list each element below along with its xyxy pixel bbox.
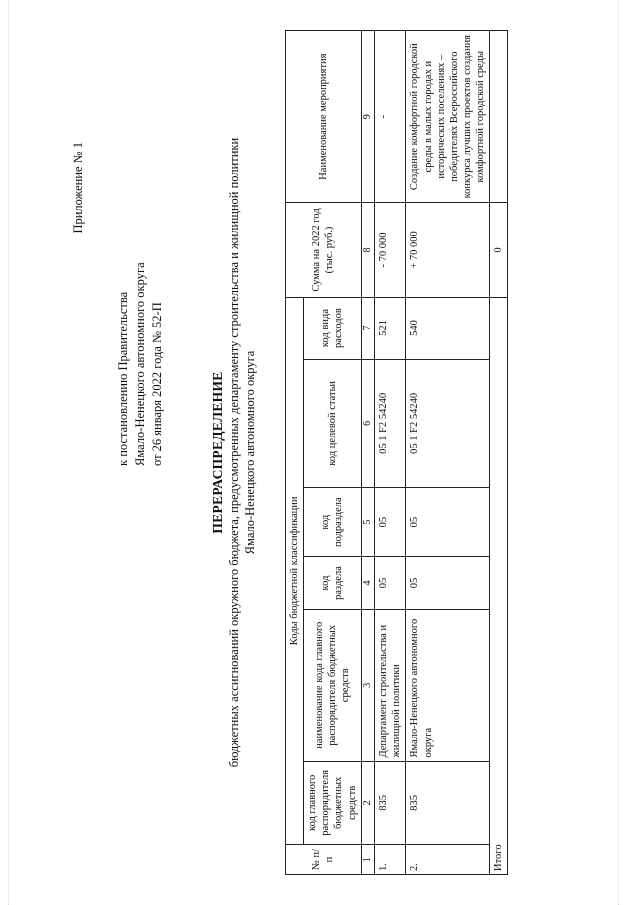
cell-expense-type: 521 [375,297,406,359]
index-row [361,31,375,875]
appendix-header [70,86,166,466]
header-target: код целевой статьи [304,359,362,488]
cell-section: 05 [375,557,406,610]
cell-event: - [375,31,406,203]
header-grbs-name: наименование кода главного распорядителя бюджетных средств [304,609,362,761]
cell-grbs-name: Департамент строительства и жилищной политики [375,609,406,761]
document-title-block [210,30,259,875]
scan-edge-left [8,0,10,905]
scan-edge-right [618,0,620,905]
appendix-number: Приложение № 1 [71,142,85,234]
index-cell: 5 [361,488,375,557]
cell-sum: + 70 000 [406,203,490,297]
cell-num: 2. [406,845,490,875]
index-cell: 6 [361,359,375,488]
rotated-document [70,30,615,875]
appendix-line: от 26 января 2022 года № 52-П [149,302,164,466]
index-cell: 8 [361,203,375,297]
header-subsection: код подраздела [304,488,362,557]
header-event: Наименование мероприятия [286,31,362,203]
appendix-line: к постановлению Правительства [115,291,130,466]
index-cell: 3 [361,609,375,761]
header-sum: Сумма на 2022 год (тыс. руб.) [286,203,362,297]
appendix-line: Ямало-Ненецкого автономного округа [132,262,147,466]
index-cell: 1 [361,845,375,875]
document-subtitle: бюджетных ассигнований окружного бюджета, предусмотренных департаменту строительства и жилищной политики [227,137,241,768]
cell-grbs-code: 835 [375,761,406,845]
cell-target: 05 1 F2 54240 [406,359,490,488]
cell-grbs-name: Ямало-Ненецкого автономного округа [406,609,490,761]
total-row [490,31,508,875]
header-codes-group: Коды бюджетной классификации [286,297,304,845]
cell-event: Создание комфортной городской среды в малых городах и исторических поселениях – победителях Всероссийского конкурса лучших проектов создания комфортной городской среды [406,31,490,203]
redistribution-table [285,30,508,875]
cell-subsection: 05 [406,488,490,557]
header-expense-type: код вида расходов [304,297,362,359]
total-value: 0 [490,203,508,297]
header-num: № п/п [286,845,362,875]
index-cell: 4 [361,557,375,610]
index-cell: 7 [361,297,375,359]
header-section: код раздела [304,557,362,610]
document-title: ПЕРЕРАСПРЕДЕЛЕНИЕ [210,371,225,534]
index-cell: 2 [361,761,375,845]
cell-section: 05 [406,557,490,610]
cell-target: 05 1 F2 54240 [375,359,406,488]
document-subtitle: Ямало-Ненецкого автономного округа [243,350,258,555]
cell-expense-type: 540 [406,297,490,359]
total-empty-cell [490,31,508,203]
cell-subsection: 05 [375,488,406,557]
cell-num: 1. [375,845,406,875]
header-grbs-code: код главного распорядителя бюджетных средств [304,761,362,845]
total-label: Итого [490,297,508,874]
cell-sum: - 70 000 [375,203,406,297]
table-row [406,31,490,875]
table-row [375,31,406,875]
index-cell: 9 [361,31,375,203]
cell-grbs-code: 835 [406,761,490,845]
